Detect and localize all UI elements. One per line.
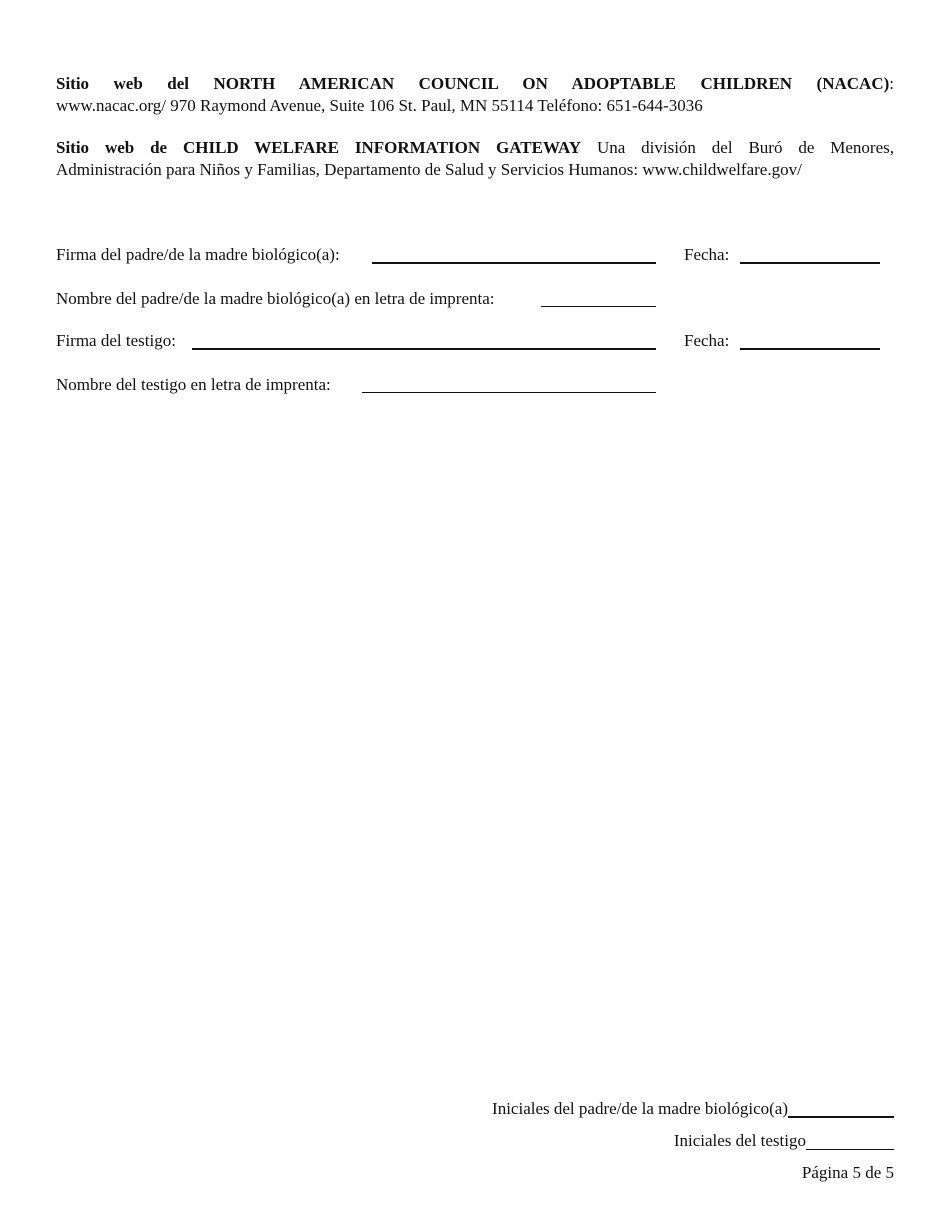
parent-signature-field[interactable] bbox=[372, 262, 656, 264]
witness-initials-row bbox=[674, 1130, 806, 1152]
parent-signature-label: Firma del padre/de la madre biológico(a): bbox=[56, 245, 340, 264]
parent-signature-row bbox=[56, 244, 340, 266]
cwig-first-line-rest: Una división del Buró de Menores, bbox=[581, 138, 894, 157]
nacac-bold-label: Sitio web del NORTH AMERICAN COUNCIL ON ADOPTABLE CHILDREN (NACAC) bbox=[56, 74, 890, 93]
cwig-first-line bbox=[56, 137, 894, 159]
parent-name-field[interactable] bbox=[541, 306, 656, 307]
parent-date-row bbox=[684, 244, 729, 266]
witness-name-field[interactable] bbox=[362, 392, 656, 393]
parent-date-field[interactable] bbox=[740, 262, 880, 264]
witness-date-field[interactable] bbox=[740, 348, 880, 350]
witness-initials-field[interactable] bbox=[806, 1149, 894, 1150]
page-number: Página 5 de 5 bbox=[801, 1163, 894, 1182]
witness-signature-label: Firma del testigo: bbox=[56, 331, 176, 350]
witness-signature-field[interactable] bbox=[192, 348, 656, 350]
cwig-bold-label: Sitio web de CHILD WELFARE INFORMATION GATEWAY bbox=[56, 138, 582, 157]
parent-name-label: Nombre del padre/de la madre biológico(a) en letra de imprenta: bbox=[56, 289, 495, 308]
nacac-first-line bbox=[56, 73, 894, 95]
parent-date-label: Fecha: bbox=[684, 245, 730, 264]
witness-initials-label: Iniciales del testigo bbox=[673, 1131, 806, 1150]
witness-name-label: Nombre del testigo en letra de imprenta: bbox=[56, 375, 331, 394]
parent-initials-row bbox=[492, 1098, 788, 1120]
witness-signature-row bbox=[56, 330, 176, 352]
nacac-resource-paragraph bbox=[56, 73, 894, 117]
witness-date-row bbox=[684, 330, 729, 352]
witness-date-label: Fecha: bbox=[684, 331, 730, 350]
parent-initials-field[interactable] bbox=[788, 1116, 894, 1118]
cwig-resource-paragraph bbox=[56, 137, 894, 181]
witness-name-row bbox=[56, 374, 331, 396]
parent-initials-label: Iniciales del padre/de la madre biológico(a) bbox=[492, 1099, 788, 1118]
cwig-details: Administración para Niños y Familias, Departamento de Salud y Servicios Humanos: www.childwelfare.gov/ bbox=[56, 160, 802, 179]
nacac-details: www.nacac.org/ 970 Raymond Avenue, Suite 106 St. Paul, MN 55114 Teléfono: 651-644-3036 bbox=[56, 96, 703, 115]
page-number-row bbox=[802, 1162, 894, 1184]
parent-name-row bbox=[56, 288, 495, 310]
nacac-colon: : bbox=[889, 74, 894, 93]
